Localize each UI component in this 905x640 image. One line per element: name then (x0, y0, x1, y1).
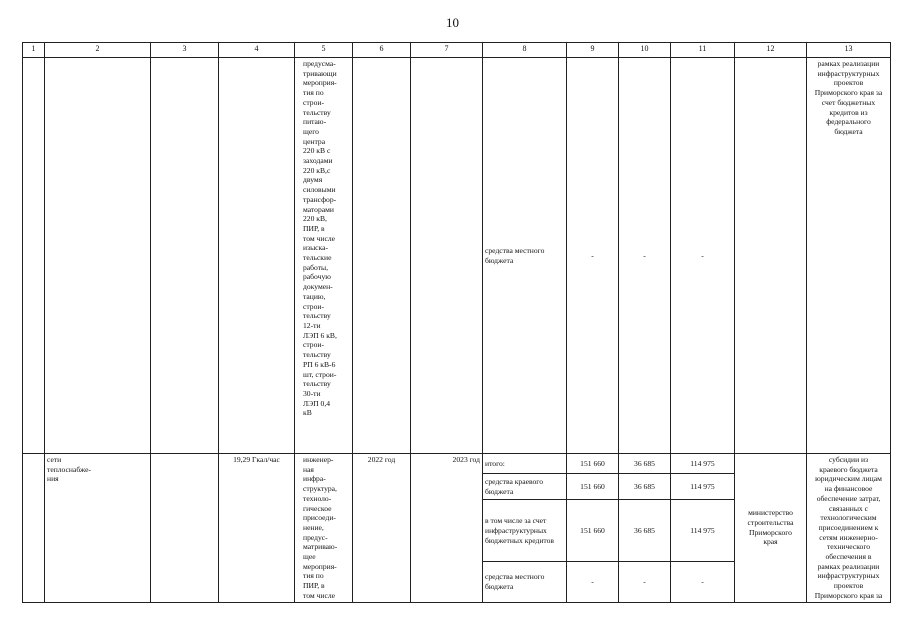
text-line: краевого бюджета (819, 464, 878, 474)
subrow-label: средства местного бюджета (483, 562, 567, 602)
text-line: двумя (303, 175, 323, 185)
row-b-end-year: 2023 год (411, 454, 483, 603)
column-header-12: 12 (735, 43, 807, 58)
text-line: ния (47, 474, 59, 484)
subrow-label: средства краевого бюджета (483, 474, 567, 500)
text-line: сети (47, 455, 62, 464)
text-line: технологическим (820, 513, 877, 523)
text-line: присоединением к (818, 522, 879, 532)
cell-col3 (151, 454, 219, 603)
text-line: том числе (303, 590, 335, 600)
text-line: счет бюджетных (821, 97, 876, 107)
row-b-description (295, 454, 353, 603)
subrow-value-10: 36 685 (619, 474, 671, 500)
text-line: 12-ти (303, 320, 321, 330)
column-header-13: 13 (807, 43, 891, 58)
funding-label: средства местного бюджета (485, 245, 545, 265)
text-line: инфра- (303, 474, 326, 484)
column-header-6: 6 (353, 43, 411, 58)
text-line: предусма- (303, 59, 336, 68)
row-b-note (807, 454, 891, 603)
text-line: строи- (303, 97, 324, 107)
text-line: тельству (303, 311, 331, 321)
text-line: инфраструктурных (817, 571, 880, 581)
text-line: щего (303, 126, 319, 136)
row-a-funding-source (483, 58, 567, 454)
text-line: Приморского края за (814, 590, 883, 600)
row-b-capacity: 19,29 Гкал/час (219, 454, 295, 603)
text-line: строи- (303, 340, 324, 350)
text-line: строительства (747, 518, 794, 528)
text-line: сетям инженерно- (819, 532, 878, 542)
text-line: нение, (303, 522, 324, 532)
text-line: федерального (826, 117, 871, 127)
column-header-9: 9 (567, 43, 619, 58)
column-header-10: 10 (619, 43, 671, 58)
row-a-value-9: - (567, 58, 619, 454)
column-header-8: 8 (483, 43, 567, 58)
text-line: структура, (303, 484, 337, 494)
table-row (23, 58, 891, 454)
subrow-value-10: 36 685 (619, 454, 671, 474)
column-header-5: 5 (295, 43, 353, 58)
text-line: на финансовое (824, 484, 873, 494)
column-header-7: 7 (411, 43, 483, 58)
subrow-value-11: 114 975 (671, 474, 735, 500)
text-line: тацию, (303, 291, 326, 301)
text-line: ЛЭП 0,4 (303, 398, 331, 408)
text-line: щее (303, 552, 316, 562)
subrow-label: итого: (483, 454, 567, 474)
text-line: теплоснабже- (47, 464, 92, 474)
text-line: тривающи (303, 68, 337, 78)
text-line: 220 кВ,с (303, 165, 331, 175)
text-line: кредитов из (829, 107, 868, 117)
text-line: обеспечение затрат, (816, 493, 881, 503)
text-line: трансфор- (303, 194, 337, 204)
subrow-value-9: 151 660 (567, 454, 619, 474)
subrow-value-11: 114 975 (671, 454, 735, 474)
row-a-note (807, 58, 891, 454)
cell-col4 (219, 58, 295, 454)
subrow-value-9: 151 660 (567, 500, 619, 562)
row-a-value-11: - (671, 58, 735, 454)
text-line: субсидии из (828, 455, 869, 464)
cell-col2 (45, 58, 151, 454)
column-header-1: 1 (23, 43, 45, 58)
text-line: ная (303, 464, 314, 474)
subrow-value-11: - (671, 562, 735, 602)
row-b-start-year: 2022 год (353, 454, 411, 603)
text-line: РП 6 кВ-6 (303, 359, 336, 369)
cell-col12 (735, 58, 807, 454)
text-line: 30-ти (303, 388, 321, 398)
text-line: мероприя- (303, 561, 337, 571)
text-line: строи- (303, 301, 324, 311)
text-line: тельству (303, 379, 331, 389)
text-line: техноло- (303, 493, 332, 503)
text-line: инфраструктурных (817, 68, 880, 78)
cell-col7 (411, 58, 483, 454)
text-line: присоеди- (303, 513, 336, 523)
text-line: силовыми (303, 185, 336, 195)
text-line: инженер- (303, 455, 334, 464)
text-line: рамках реализации (817, 561, 880, 571)
text-line: центра (303, 136, 326, 146)
text-line: шт, строи- (303, 369, 337, 379)
cell-col1 (23, 454, 45, 603)
row-a-description (295, 58, 353, 454)
text-line: докумен- (303, 282, 333, 292)
row-a-value-10: - (619, 58, 671, 454)
row-b-responsible (735, 454, 807, 603)
document-table (22, 42, 891, 603)
text-line: края (763, 537, 778, 547)
text-line: Приморского края за (814, 88, 883, 98)
column-header-11: 11 (671, 43, 735, 58)
row-b-object-name (45, 454, 151, 603)
subrow-value-11: 114 975 (671, 500, 735, 562)
subrow-value-10: - (619, 562, 671, 602)
text-line: ПИР, в (303, 223, 325, 233)
text-line: заходами (303, 156, 333, 166)
text-line: тельству (303, 107, 331, 117)
text-line: том числе (303, 233, 335, 243)
text-line: проектов (833, 581, 864, 591)
text-line: питаю- (303, 117, 327, 127)
column-header-2: 2 (45, 43, 151, 58)
header-row (23, 43, 891, 58)
text-line: рабочую (303, 272, 331, 282)
text-line: гическое (303, 503, 332, 513)
text-line: обеспечения в (825, 552, 872, 562)
text-line: тия по (303, 88, 324, 98)
text-line: мероприя- (303, 78, 337, 88)
column-header-3: 3 (151, 43, 219, 58)
column-header-4: 4 (219, 43, 295, 58)
text-line: Приморского (749, 527, 792, 537)
subrow-value-10: 36 685 (619, 500, 671, 562)
cell-col1 (23, 58, 45, 454)
text-line: кВ (303, 408, 312, 418)
text-line: изыска- (303, 243, 329, 253)
table-row (23, 454, 891, 474)
text-line: ЛЭП 6 кВ, (303, 330, 337, 340)
text-line: работы, (303, 262, 329, 272)
text-line: юридическим лицам (815, 474, 882, 484)
text-line: технического (826, 542, 871, 552)
page-number: 10 (446, 15, 459, 30)
text-line: 220 кВ, (303, 214, 327, 224)
text-line: предус- (303, 532, 328, 542)
cell-col3 (151, 58, 219, 454)
text-line: ПИР, в (303, 581, 325, 591)
text-line: маторами (303, 204, 334, 214)
text-line: рамках реализации (817, 59, 880, 68)
text-line: матриваю- (303, 542, 338, 552)
text-line: 220 кВ с (303, 146, 331, 156)
subrow-label: в том числе за счет инфраструктурных бюджетных кредитов (483, 500, 567, 562)
cell-col6 (353, 58, 411, 454)
subrow-value-9: 151 660 (567, 474, 619, 500)
text-line: бюджета (834, 126, 863, 136)
text-line: тия по (303, 571, 324, 581)
text-line: связанных с (828, 503, 868, 513)
subrow-value-9: - (567, 562, 619, 602)
text-line: проектов (833, 78, 864, 88)
text-line: министерство (748, 508, 793, 518)
text-line: тельству (303, 350, 331, 360)
text-line: тельские (303, 253, 332, 263)
